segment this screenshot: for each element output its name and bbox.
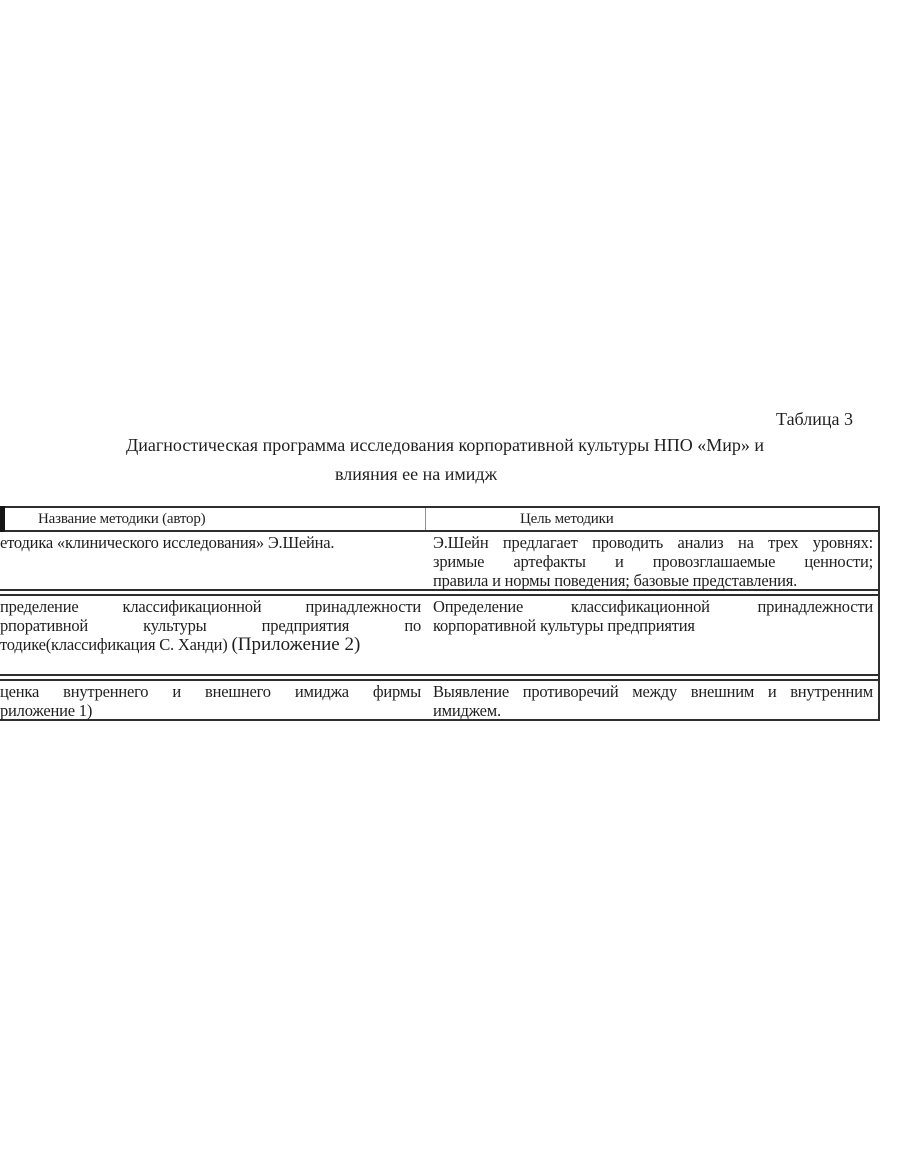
cell-line: пределение классификационной принадлежности (0, 597, 421, 616)
diagnostics-table (0, 506, 880, 721)
cell-line: корпоративной культуры предприятия (433, 616, 695, 635)
cell-line: етодика «клинического исследования» Э.Шейна. (0, 533, 335, 552)
column-divider (425, 508, 426, 530)
header-method-name: Название методики (автор) (38, 511, 206, 527)
cell-line: зримые артефакты и провозглашаемые ценности; (433, 552, 873, 571)
cell-line (0, 635, 421, 654)
cell-line: рпоративной культуры предприятия по (0, 616, 421, 635)
table-header-row (0, 508, 878, 532)
cell-method-name (0, 533, 421, 552)
cell-line: ценка внутреннего и внешнего имиджа фирмы (0, 682, 421, 701)
cell-method-name (0, 597, 421, 654)
table-row (0, 679, 878, 719)
cell-line: Определение классификационной принадлежности (433, 597, 873, 616)
table-caption: Таблица 3 (776, 409, 853, 429)
table-row (0, 594, 878, 676)
line-text: тодике(классификация С. Ханди) (0, 635, 232, 654)
appendix-reference: (Приложение 2) (231, 634, 361, 655)
cell-line: риложение 1) (0, 701, 93, 720)
cell-method-goal (433, 533, 873, 590)
cell-line: правила и нормы поведения; базовые представления. (433, 571, 798, 590)
header-method-goal: Цель методики (520, 511, 614, 527)
document-title-line2: влияния ее на имидж (334, 464, 498, 484)
cell-method-name (0, 682, 421, 720)
table-body (0, 532, 878, 719)
cell-line: Выявление противоречий между внешним и внутренним (433, 682, 873, 701)
document-title-line1: Диагностическая программа исследования корпоративной культуры НПО «Мир» и (126, 435, 764, 455)
cell-line: имиджем. (433, 701, 501, 720)
table-row (0, 532, 878, 591)
cell-line: Э.Шейн предлагает проводить анализ на трех уровнях: (433, 533, 873, 552)
clipped-left-border-mark (0, 506, 5, 532)
cell-method-goal (433, 597, 873, 635)
cell-method-goal (433, 682, 873, 720)
